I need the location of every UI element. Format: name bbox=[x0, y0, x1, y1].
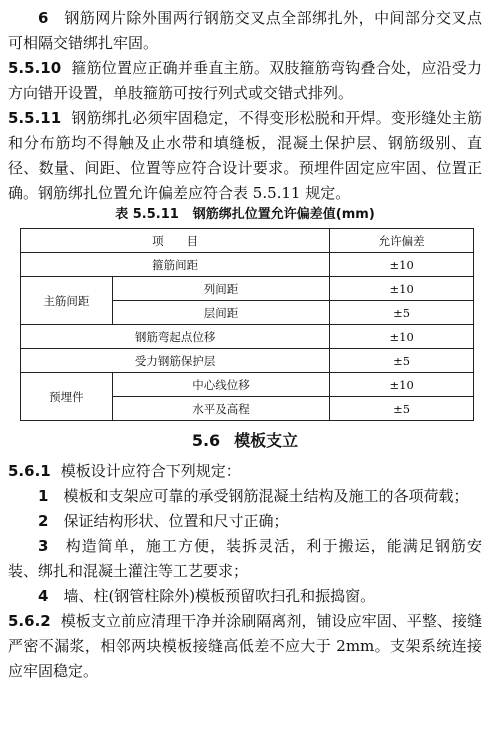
item-text: 模板和支架应可靠的承受钢筋混凝土结构及施工的各项荷载； bbox=[63, 487, 469, 505]
item-number: 2 bbox=[38, 512, 49, 530]
row-tolerance: ±10 bbox=[330, 253, 474, 277]
row-item: 层间距 bbox=[112, 301, 329, 325]
item-number: 1 bbox=[38, 487, 49, 505]
item-text: 构造简单，施工方便，装拆灵活，利于搬运，能满足钢筋安装、绑扎和混凝土灌注等工艺要求； bbox=[8, 537, 482, 580]
header-item: 项 目 bbox=[21, 229, 330, 253]
row-item: 钢筋弯起点位移 bbox=[21, 325, 330, 349]
item-text: 墙、柱(钢管柱除外)模板预留吹扫孔和振捣窗。 bbox=[63, 587, 376, 605]
list-item bbox=[8, 534, 482, 584]
section-number: 5.6 bbox=[191, 431, 221, 450]
section-title: 模板支立 bbox=[234, 431, 299, 450]
clause-5-6-1 bbox=[8, 459, 482, 484]
header-tolerance: 允许偏差 bbox=[330, 229, 474, 253]
paragraph-text: 钢筋网片除外围两行钢筋交叉点全部绑扎外，中间部分交叉点可相隔交错绑扎牢固。 bbox=[8, 9, 482, 52]
section-heading bbox=[8, 429, 482, 453]
row-tolerance: ±5 bbox=[330, 301, 474, 325]
item-number: 4 bbox=[38, 587, 49, 605]
row-tolerance: ±10 bbox=[330, 325, 474, 349]
table-row bbox=[21, 253, 474, 277]
item-number: 6 bbox=[38, 9, 49, 27]
table-row bbox=[21, 277, 474, 301]
clause-number: 5.5.10 bbox=[8, 59, 62, 77]
table-title: 钢筋绑扎位置允许偏差值(mm) bbox=[192, 207, 375, 222]
tolerance-table bbox=[20, 228, 474, 421]
item-text: 保证结构形状、位置和尺寸正确； bbox=[63, 512, 289, 530]
row-tolerance: ±10 bbox=[330, 373, 474, 397]
table-number: 表 5.5.11 bbox=[115, 207, 179, 222]
row-item: 列间距 bbox=[112, 277, 329, 301]
row-tolerance: ±10 bbox=[330, 277, 474, 301]
table-row bbox=[21, 373, 474, 397]
clause-number: 5.6.2 bbox=[8, 612, 51, 630]
clause-number: 5.6.1 bbox=[8, 462, 51, 480]
clause-text: 模板支立前应清理干净并涂刷隔离剂，铺设应牢固、平整、接缝严密不漏浆，相邻两块模板接缝高低差不应大于 2mm。支架系统连接应牢固稳定。 bbox=[8, 612, 482, 680]
clause-text: 箍筋位置应正确并垂直主筋。双肢箍筋弯钩叠合处，应沿受力方向错开设置，单肢箍筋可按行列式或交错式排列。 bbox=[8, 59, 482, 102]
clause-5-6-2 bbox=[8, 609, 482, 684]
clause-text: 模板设计应符合下列规定： bbox=[60, 462, 241, 480]
item-number: 3 bbox=[38, 537, 49, 555]
row-group: 预埋件 bbox=[21, 373, 113, 421]
row-group: 主筋间距 bbox=[21, 277, 113, 325]
row-item: 箍筋间距 bbox=[21, 253, 330, 277]
paragraph-6 bbox=[8, 6, 482, 56]
list-item bbox=[8, 509, 482, 534]
row-tolerance: ±5 bbox=[330, 397, 474, 421]
row-item: 水平及高程 bbox=[112, 397, 329, 421]
table-row bbox=[21, 325, 474, 349]
clause-text: 钢筋绑扎必须牢固稳定，不得变形松脱和开焊。变形缝处主筋和分布筋均不得触及止水带和填缝板，混凝土保护层、钢筋级别、直径、数量、间距、位置等应符合设计要求。预埋件固定应牢固、位置正确。钢筋绑扎位置允许偏差应符合表 5.5.11 规定。 bbox=[8, 109, 482, 202]
clause-number: 5.5.11 bbox=[8, 109, 62, 127]
clause-5-5-11 bbox=[8, 106, 482, 206]
row-tolerance: ±5 bbox=[330, 349, 474, 373]
table-header-row bbox=[21, 229, 474, 253]
clause-5-5-10 bbox=[8, 56, 482, 106]
table-row bbox=[21, 349, 474, 373]
list-item bbox=[8, 584, 482, 609]
row-item: 中心线位移 bbox=[112, 373, 329, 397]
table-caption bbox=[8, 206, 482, 224]
row-item: 受力钢筋保护层 bbox=[21, 349, 330, 373]
list-item bbox=[8, 484, 482, 509]
